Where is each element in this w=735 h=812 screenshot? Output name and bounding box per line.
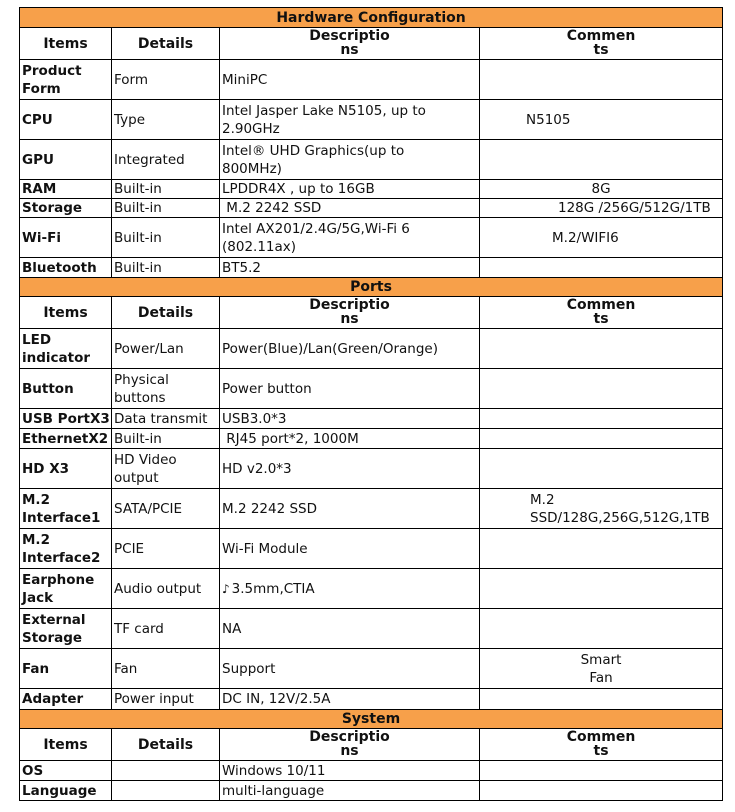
row-comment xyxy=(480,369,723,409)
row-comment xyxy=(480,140,723,180)
row-item: Fan xyxy=(20,649,112,689)
row-detail xyxy=(112,781,220,801)
row-detail: Power/Lan xyxy=(112,329,220,369)
header-description: Descriptio ns xyxy=(220,28,480,60)
row-description: DC IN, 12V/2.5A xyxy=(220,689,480,710)
row-detail: Type xyxy=(112,100,220,140)
row-comment: N5105 xyxy=(480,100,723,140)
row-item: LED indicator xyxy=(20,329,112,369)
row-detail: Fan xyxy=(112,649,220,689)
row-detail: Audio output xyxy=(112,569,220,609)
row-description: HD v2.0*3 xyxy=(220,449,480,489)
section-title-system: System xyxy=(20,710,723,729)
header-details: Details xyxy=(112,297,220,329)
row-item: M.2 Interface1 xyxy=(20,489,112,529)
header-description: Descriptio ns xyxy=(220,729,480,761)
row-item: Wi-Fi xyxy=(20,218,112,258)
row-item: Language xyxy=(20,781,112,801)
row-item: Earphone Jack xyxy=(20,569,112,609)
row-comment xyxy=(480,761,723,781)
row-comment xyxy=(480,529,723,569)
row-item: USB PortX3 xyxy=(20,409,112,429)
row-item: Product Form xyxy=(20,60,112,100)
row-comment xyxy=(480,609,723,649)
row-item: Button xyxy=(20,369,112,409)
header-comments: Commen ts xyxy=(480,729,723,761)
row-detail: Integrated xyxy=(112,140,220,180)
header-description: Descriptio ns xyxy=(220,297,480,329)
row-detail: HD Video output xyxy=(112,449,220,489)
spec-table xyxy=(19,7,723,801)
row-description: RJ45 port*2, 1000M xyxy=(220,429,480,449)
row-comment xyxy=(480,60,723,100)
row-detail: Data transmit xyxy=(112,409,220,429)
row-item: Adapter xyxy=(20,689,112,710)
row-description: multi-language xyxy=(220,781,480,801)
header-details: Details xyxy=(112,28,220,60)
row-item: HD X3 xyxy=(20,449,112,489)
header-items: Items xyxy=(20,297,112,329)
row-item: CPU xyxy=(20,100,112,140)
row-description: LPDDR4X , up to 16GB xyxy=(220,180,480,199)
row-comment xyxy=(480,329,723,369)
row-description: Intel AX201/2.4G/5G,Wi-Fi 6 (802.11ax) xyxy=(220,218,480,258)
row-detail: PCIE xyxy=(112,529,220,569)
row-comment xyxy=(480,781,723,801)
row-item: GPU xyxy=(20,140,112,180)
row-detail xyxy=(112,761,220,781)
row-detail: Physical buttons xyxy=(112,369,220,409)
row-description: 3.5mm,CTIA xyxy=(231,580,315,597)
header-comments: Commen ts xyxy=(480,28,723,60)
header-items: Items xyxy=(20,729,112,761)
row-detail: Built-in xyxy=(112,429,220,449)
row-item: Bluetooth xyxy=(20,258,112,278)
row-description: Intel Jasper Lake N5105, up to 2.90GHz xyxy=(220,100,480,140)
row-description: Power button xyxy=(220,369,480,409)
row-comment xyxy=(480,449,723,489)
row-detail: Power input xyxy=(112,689,220,710)
row-description: Intel® UHD Graphics(up to 800MHz) xyxy=(220,140,480,180)
row-item: External Storage xyxy=(20,609,112,649)
header-details: Details xyxy=(112,729,220,761)
row-comment: Smart Fan xyxy=(480,649,723,689)
row-item: RAM xyxy=(20,180,112,199)
row-detail: Form xyxy=(112,60,220,100)
row-comment xyxy=(480,689,723,710)
row-description: Power(Blue)/Lan(Green/Orange) xyxy=(220,329,480,369)
section-title-ports: Ports xyxy=(20,278,723,297)
row-comment xyxy=(480,569,723,609)
row-description: USB3.0*3 xyxy=(220,409,480,429)
row-comment xyxy=(480,258,723,278)
row-comment xyxy=(480,429,723,449)
row-comment: 128G /256G/512G/1TB xyxy=(480,199,723,218)
row-item: OS xyxy=(20,761,112,781)
row-description: Support xyxy=(220,649,480,689)
header-items: Items xyxy=(20,28,112,60)
row-description-earphone xyxy=(220,569,480,609)
row-detail: Built-in xyxy=(112,180,220,199)
row-item: EthernetX2 xyxy=(20,429,112,449)
row-detail: Built-in xyxy=(112,218,220,258)
row-description: M.2 2242 SSD xyxy=(220,199,480,218)
row-description: M.2 2242 SSD xyxy=(220,489,480,529)
row-description: BT5.2 xyxy=(220,258,480,278)
row-item: M.2 Interface2 xyxy=(20,529,112,569)
row-item: Storage xyxy=(20,199,112,218)
row-comment: 8G xyxy=(480,180,723,199)
row-description: NA xyxy=(220,609,480,649)
row-comment xyxy=(480,409,723,429)
row-detail: Built-in xyxy=(112,199,220,218)
section-title-hardware: Hardware Configuration xyxy=(20,8,723,28)
row-description: MiniPC xyxy=(220,60,480,100)
row-detail: Built-in xyxy=(112,258,220,278)
row-description: Windows 10/11 xyxy=(220,761,480,781)
header-comments: Commen ts xyxy=(480,297,723,329)
music-note-icon: ♪ xyxy=(222,581,230,596)
row-comment: M.2 SSD/128G,256G,512G,1TB xyxy=(480,489,723,529)
row-comment: M.2/WIFI6 xyxy=(480,218,723,258)
row-description: Wi-Fi Module xyxy=(220,529,480,569)
row-detail: SATA/PCIE xyxy=(112,489,220,529)
row-detail: TF card xyxy=(112,609,220,649)
